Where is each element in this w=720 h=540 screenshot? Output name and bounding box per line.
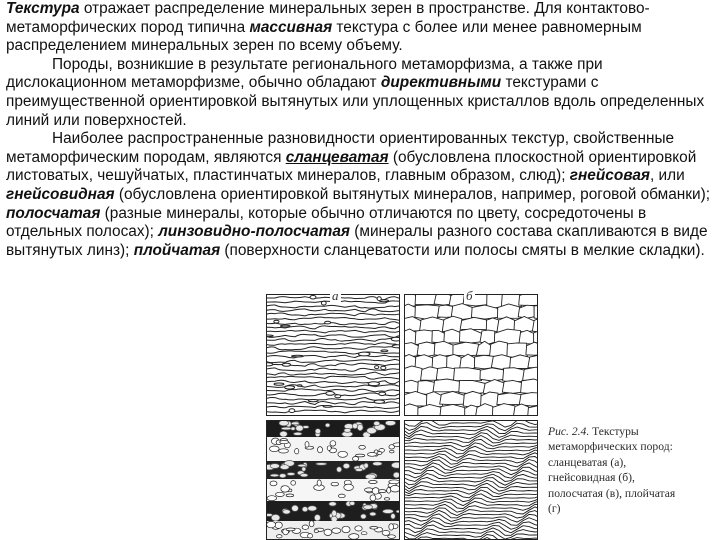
panel-a-schistose — [266, 294, 400, 416]
term-texture: Текстура — [6, 0, 80, 17]
schistose-texture-drawing — [267, 295, 399, 415]
figure-caption — [548, 424, 680, 516]
panel-d-plicated — [404, 420, 538, 540]
term-banded: полосчатая — [6, 204, 101, 222]
panel-a-label: а — [332, 288, 339, 303]
panel-b-gneissoid — [404, 294, 538, 416]
p2-text-2: текстурами с преимущественной ориентировкой вытянутых или уплощенных кристаллов вдоль определенных линий или поверхностей. — [6, 74, 705, 129]
p3-text-3: , или — [649, 167, 685, 185]
p1-text-1: отражает распределение минеральных зерен в пространстве. Для контактово-метаморфических пород типична — [6, 0, 650, 36]
term-gneissic: гнейсовая — [569, 167, 650, 185]
plicated-texture-drawing — [405, 421, 537, 539]
term-lenticular-banded: линзовидно-полосчатая — [158, 223, 350, 241]
paragraph-2 — [6, 56, 714, 130]
figure-caption-body: Текстуры метаморфических пород: сланцеватая (а), гнейсовидная (б), полосчатая (в), плойчатая (г) — [548, 425, 676, 516]
panel-b-label: б — [466, 288, 473, 303]
p3-text-1: Наиболее распространенные разновидности ориентированных текстур, свойственные метаморфическим породам, являются — [6, 130, 675, 166]
p3-text-2: (обусловлена плоскостной ориентировкой листоватых, чешуйчатых, пластинчатых минералов, главным образом, слюд); — [6, 148, 697, 185]
p3-text-5: (разные минералы, которые обычно отличаются по цвету, сосредоточены в отдельных полосах); — [6, 204, 647, 241]
figure-caption-title: Рис. 2.4. — [548, 425, 590, 438]
term-plicated: плойчатая — [133, 241, 221, 259]
p3-text-7: (поверхности сланцеватости или полосы смяты в мелкие складки). — [220, 241, 705, 259]
paragraph-1 — [6, 0, 714, 56]
panel-c-banded — [266, 420, 400, 540]
gneissoid-texture-drawing — [405, 295, 537, 415]
term-gneissoid: гнейсовидная — [6, 185, 115, 203]
article-text — [6, 0, 714, 260]
banded-texture-drawing — [267, 421, 399, 539]
term-directive: директивными — [380, 74, 502, 92]
p2-text-1: Породы, возникшие в результате регионального метаморфизма, а также при дислокационном метаморфизме, обычно обладают — [6, 55, 603, 92]
paragraph-3 — [6, 130, 714, 260]
p3-text-4: (обусловлена ориентировкой вытянутых минералов, например, роговой обманки); — [114, 185, 710, 203]
term-schistose: сланцеватая — [285, 148, 389, 166]
p3-text-6: (минералы разного состава скапливаются в виде вытянутых линз); — [6, 223, 708, 259]
term-massive: массивная — [249, 18, 333, 36]
p1-text-2: текстура с более или менее равномерным распределением минеральных зерен по всему объему. — [6, 18, 642, 55]
